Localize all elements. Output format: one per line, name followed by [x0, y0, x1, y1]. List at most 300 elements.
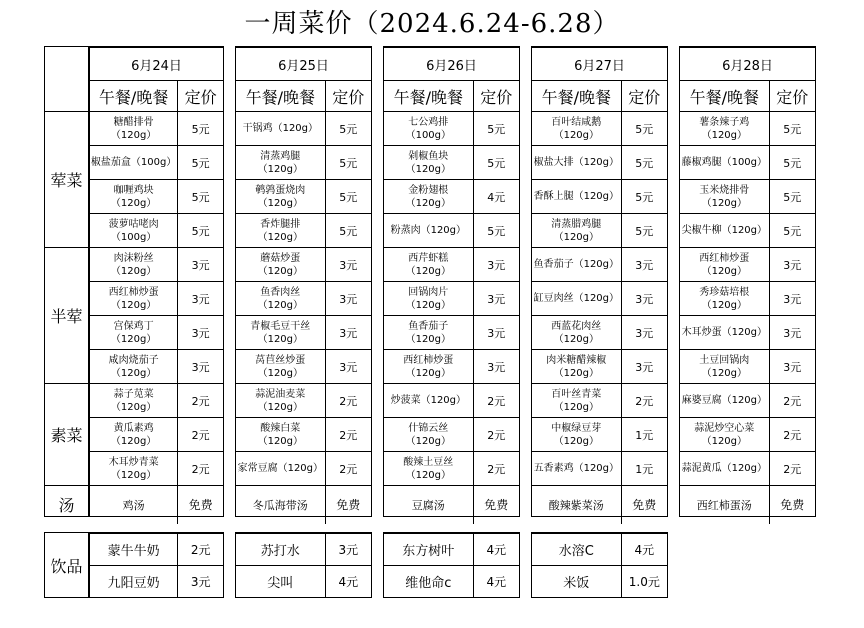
dish-line: （120g） [553, 435, 600, 447]
menu-row [384, 112, 519, 146]
dish-line: （120g） [110, 265, 157, 277]
dish-line: （120g） [110, 129, 157, 141]
drink-row [90, 534, 223, 566]
dish-line: 西红柿炒蛋 [699, 252, 750, 264]
menu-row [680, 282, 815, 316]
price-header: 定价 [621, 81, 667, 112]
dish-price: 5元 [769, 146, 815, 180]
price-header: 定价 [325, 81, 371, 112]
day-table [383, 46, 520, 517]
drink-row [236, 534, 371, 566]
dish-name [384, 452, 473, 486]
dish-name [384, 180, 473, 214]
dish-line: 莴苣丝炒蛋 [255, 354, 306, 366]
menu-row [680, 316, 815, 350]
dish-line: 鸡汤 [122, 498, 145, 512]
dish-line: 七公鸡排 [408, 116, 449, 128]
dish-price: 5元 [769, 180, 815, 214]
menu-row [384, 316, 519, 350]
dish-line: 麻婆豆腐（120g） [681, 395, 768, 406]
dish-price: 2元 [178, 452, 223, 486]
dish-line: 鹌鹑蛋烧肉 [255, 184, 306, 196]
drink-row [90, 566, 223, 597]
dish-line: （120g） [257, 435, 304, 447]
dish-name [90, 112, 178, 146]
dish-price: 免费 [325, 486, 371, 524]
dish-name [384, 316, 473, 350]
menu-row [680, 350, 815, 384]
menu-row [90, 486, 223, 524]
dish-line: 回锅肉片 [408, 286, 449, 298]
menu-row [236, 418, 371, 452]
soup-name [384, 486, 473, 524]
dish-line: （120g） [110, 333, 157, 345]
dish-line: 百叶结咸鹅 [551, 116, 602, 128]
drink-price: 2元 [178, 534, 223, 566]
menu-row [680, 384, 815, 418]
drinks-label-box [44, 532, 89, 598]
dish-price: 3元 [178, 350, 223, 384]
menu-row [236, 282, 371, 316]
dish-price: 5元 [178, 146, 223, 180]
dish-line: 炒菠菜（120g） [390, 395, 467, 406]
dish-price: 2元 [769, 452, 815, 486]
dish-price: 3元 [325, 350, 371, 384]
drink-row [532, 566, 667, 597]
dish-price: 免费 [621, 486, 667, 524]
meal-header: 午餐/晚餐 [680, 81, 769, 112]
menu-row [384, 214, 519, 248]
dish-line: 木耳炒青菜 [108, 456, 159, 468]
drink-name: 九阳豆奶 [90, 566, 178, 597]
dish-name [680, 452, 769, 486]
meal-header: 午餐/晚餐 [90, 81, 178, 112]
dish-name [532, 214, 621, 248]
meal-header: 午餐/晚餐 [384, 81, 473, 112]
drink-name: 苏打水 [236, 534, 325, 566]
dish-line: （120g） [553, 231, 600, 243]
dish-price: 2元 [325, 384, 371, 418]
meal-header: 午餐/晚餐 [236, 81, 325, 112]
dish-line: （120g） [405, 163, 452, 175]
dish-price: 3元 [473, 316, 519, 350]
dish-name [532, 350, 621, 384]
menu-row [236, 146, 371, 180]
dish-price: 2元 [473, 384, 519, 418]
dish-line: （120g） [257, 367, 304, 379]
menu-row [532, 384, 667, 418]
dish-price: 5元 [325, 146, 371, 180]
dish-name [236, 316, 325, 350]
menu-row [236, 486, 371, 524]
dish-line: 五香素鸡（120g） [533, 463, 620, 474]
dish-price: 5元 [473, 146, 519, 180]
drink-row [236, 566, 371, 597]
dish-name [680, 316, 769, 350]
menu-row [532, 316, 667, 350]
dish-price: 3元 [473, 350, 519, 384]
category-label: 素菜 [45, 383, 88, 485]
dish-name [90, 418, 178, 452]
dish-line: （100g） [110, 231, 157, 243]
dish-line: 咸肉烧茄子 [108, 354, 159, 366]
dish-line: 鱼香茄子 [408, 320, 449, 332]
menu-row [532, 214, 667, 248]
menu-row [384, 180, 519, 214]
dish-price: 1元 [621, 418, 667, 452]
dish-line: 薯条辣子鸡 [699, 116, 750, 128]
dish-line: （120g） [405, 333, 452, 345]
dish-line: （120g） [553, 367, 600, 379]
corner-cell [45, 47, 88, 111]
dish-price: 3元 [178, 282, 223, 316]
dish-price: 免费 [769, 486, 815, 524]
dish-price: 3元 [178, 316, 223, 350]
drink-name: 维他命c [384, 566, 473, 597]
dish-line: （120g） [257, 299, 304, 311]
drink-group [89, 532, 224, 598]
dish-name [236, 248, 325, 282]
dish-price: 5元 [178, 112, 223, 146]
category-label: 半荤 [45, 247, 88, 383]
dish-price: 2元 [769, 418, 815, 452]
dish-price: 5元 [325, 214, 371, 248]
dish-price: 2元 [325, 418, 371, 452]
dish-line: 蒜泥油麦菜 [255, 388, 306, 400]
dish-line: （120g） [553, 129, 600, 141]
dish-line: 香酥上腿（120g） [533, 191, 620, 202]
dish-name [236, 146, 325, 180]
dish-name [680, 418, 769, 452]
menu-row [532, 248, 667, 282]
soup-name [236, 486, 325, 524]
dish-name [680, 384, 769, 418]
dish-line: （120g） [257, 265, 304, 277]
dish-price: 5元 [621, 146, 667, 180]
dish-name [90, 316, 178, 350]
dish-line: 椒盐大排（120g） [533, 157, 620, 168]
dish-name [384, 248, 473, 282]
dish-line: （120g） [110, 401, 157, 413]
dish-line: 西芹虾糕 [408, 252, 449, 264]
drink-group [235, 532, 372, 598]
dish-name [532, 180, 621, 214]
dish-line: 糖醋排骨 [113, 116, 154, 128]
dish-price: 3元 [325, 316, 371, 350]
dish-line: （120g） [257, 163, 304, 175]
dish-name [236, 180, 325, 214]
dish-price: 3元 [178, 248, 223, 282]
price-header: 定价 [178, 81, 223, 112]
dish-price: 3元 [325, 282, 371, 316]
dish-price: 2元 [473, 418, 519, 452]
dish-name [384, 350, 473, 384]
menu-row [90, 180, 223, 214]
dish-name [680, 248, 769, 282]
dish-line: 缸豆肉丝（120g） [533, 293, 620, 304]
dish-name [384, 146, 473, 180]
menu-row [90, 350, 223, 384]
dish-line: （120g） [405, 435, 452, 447]
drink-name: 米饭 [532, 566, 621, 597]
dish-name [90, 248, 178, 282]
dish-price: 2元 [473, 452, 519, 486]
dish-name [90, 146, 178, 180]
drink-price: 4元 [621, 534, 667, 566]
dish-price: 免费 [473, 486, 519, 524]
dish-price: 2元 [769, 384, 815, 418]
dish-price: 5元 [325, 180, 371, 214]
dish-line: 粉蒸肉（120g） [390, 225, 467, 236]
menu-row [90, 214, 223, 248]
dish-price: 3元 [473, 248, 519, 282]
dish-name [532, 112, 621, 146]
day-date: 6月25日 [236, 48, 371, 81]
dish-line: 西红柿蛋汤 [696, 498, 752, 512]
day-date: 6月24日 [90, 48, 223, 81]
dish-line: 酸辣土豆丝 [403, 456, 454, 468]
dish-name [236, 452, 325, 486]
dish-name [384, 384, 473, 418]
dish-line: （120g） [405, 469, 452, 481]
menu-row [384, 384, 519, 418]
dish-line: （120g） [257, 401, 304, 413]
drink-row [384, 566, 519, 597]
menu-row [532, 146, 667, 180]
menu-row [90, 248, 223, 282]
dish-line: 秀珍菇培根 [699, 286, 750, 298]
menu-row [90, 146, 223, 180]
category-column [44, 46, 89, 517]
dish-price: 5元 [473, 214, 519, 248]
dish-name [236, 384, 325, 418]
dish-line: 金粉翅根 [408, 184, 449, 196]
dish-price: 5元 [178, 214, 223, 248]
day-table [679, 46, 816, 517]
dish-price: 2元 [325, 452, 371, 486]
page-title: 一周菜价（2024.6.24-6.28） [244, 9, 620, 39]
dish-line: 酸辣紫菜汤 [548, 498, 604, 512]
dish-name [680, 282, 769, 316]
dish-price: 3元 [621, 282, 667, 316]
dish-line: 酸辣白菜 [260, 422, 301, 434]
dish-line: （120g） [701, 367, 748, 379]
dish-line: 香炸腿排 [260, 218, 301, 230]
dish-price: 3元 [621, 316, 667, 350]
dish-line: 西蓝花肉丝 [551, 320, 602, 332]
menu-row [532, 180, 667, 214]
meal-header: 午餐/晚餐 [532, 81, 621, 112]
dish-line: 清蒸腊鸡腿 [551, 218, 602, 230]
dish-line: （120g） [405, 265, 452, 277]
dish-line: 西红柿炒蛋 [108, 286, 159, 298]
dish-price: 3元 [473, 282, 519, 316]
dish-name [236, 350, 325, 384]
dish-name [90, 350, 178, 384]
dish-price: 5元 [473, 112, 519, 146]
dish-line: 咖喱鸡块 [113, 184, 154, 196]
menu-row [236, 384, 371, 418]
dish-name [384, 418, 473, 452]
menu-row [384, 248, 519, 282]
dish-line: 青椒毛豆干丝 [250, 320, 311, 332]
menu-row [90, 282, 223, 316]
dish-price: 1元 [621, 452, 667, 486]
dish-line: 豆腐汤 [411, 498, 445, 512]
menu-row [90, 384, 223, 418]
dish-line: 中椒绿豆芽 [551, 422, 602, 434]
menu-row [680, 418, 815, 452]
price-header: 定价 [473, 81, 519, 112]
dish-line: 冬瓜海带汤 [252, 498, 308, 512]
dish-name [532, 452, 621, 486]
soup-name [680, 486, 769, 524]
dish-line: （120g） [701, 197, 748, 209]
dish-price: 5元 [621, 214, 667, 248]
drink-name: 水溶C [532, 534, 621, 566]
menu-row [384, 486, 519, 524]
dish-price: 5元 [769, 214, 815, 248]
dish-line: （120g） [701, 129, 748, 141]
dish-line: 什锦云丝 [408, 422, 449, 434]
dish-line: 西红柿炒蛋 [403, 354, 454, 366]
drink-group [383, 532, 520, 598]
dish-name [236, 282, 325, 316]
dish-line: 干锅鸡（120g） [242, 123, 319, 134]
dish-line: （120g） [701, 435, 748, 447]
menu-row [532, 112, 667, 146]
menu-row [680, 452, 815, 486]
dish-name [680, 350, 769, 384]
menu-row [236, 248, 371, 282]
dish-price: 4元 [473, 180, 519, 214]
menu-row [532, 418, 667, 452]
drink-price: 4元 [325, 566, 371, 597]
dish-name [236, 214, 325, 248]
dish-line: （120g） [553, 333, 600, 345]
day-table [531, 46, 668, 517]
dish-price: 5元 [178, 180, 223, 214]
dish-line: 蒜泥炒空心菜 [694, 422, 755, 434]
dish-line: 鱼香茄子（120g） [533, 259, 620, 270]
dish-name [680, 112, 769, 146]
dish-name [384, 214, 473, 248]
dish-line: （120g） [257, 231, 304, 243]
dish-name [532, 316, 621, 350]
drink-price: 3元 [325, 534, 371, 566]
dish-line: 鱼香肉丝 [260, 286, 301, 298]
dish-price: 5元 [325, 112, 371, 146]
dish-price: 5元 [769, 112, 815, 146]
dish-line: 百叶丝青菜 [551, 388, 602, 400]
soup-name [90, 486, 178, 524]
dish-line: （100g） [405, 129, 452, 141]
menu-row [90, 316, 223, 350]
dish-price: 3元 [769, 282, 815, 316]
dish-line: 清蒸鸡腿 [260, 150, 301, 162]
dish-line: 椒盐茄盒（100g） [90, 157, 177, 168]
dish-line: （120g） [110, 299, 157, 311]
dish-line: （120g） [110, 435, 157, 447]
dish-name [680, 214, 769, 248]
menu-row [236, 350, 371, 384]
category-label: 汤 [45, 485, 88, 523]
dish-price: 5元 [621, 180, 667, 214]
dish-line: 藤椒鸡腿（100g） [681, 157, 768, 168]
day-date: 6月26日 [384, 48, 519, 81]
dish-line: 土豆回锅肉 [699, 354, 750, 366]
dish-name [532, 146, 621, 180]
drinks-label: 饮品 [50, 556, 83, 576]
dish-name [90, 214, 178, 248]
dish-line: （120g） [405, 197, 452, 209]
dish-line: （120g） [110, 469, 157, 481]
dish-line: （120g） [257, 333, 304, 345]
menu-row [532, 282, 667, 316]
dish-line: 肉米糖醋辣椒 [546, 354, 607, 366]
menu-row [90, 112, 223, 146]
menu-row [236, 452, 371, 486]
drink-group [531, 532, 668, 598]
menu-row [384, 350, 519, 384]
menu-row [680, 248, 815, 282]
menu-row [680, 214, 815, 248]
dish-line: 宫保鸡丁 [113, 320, 154, 332]
day-date: 6月28日 [680, 48, 815, 81]
dish-line: （120g） [110, 197, 157, 209]
dish-name [90, 180, 178, 214]
dish-name [532, 418, 621, 452]
dish-price: 3元 [621, 248, 667, 282]
dish-line: 尖椒牛柳（120g） [681, 225, 768, 236]
drink-name: 蒙牛牛奶 [90, 534, 178, 566]
dish-line: 剁椒鱼块 [408, 150, 449, 162]
day-table [235, 46, 372, 517]
category-label: 荤菜 [45, 111, 88, 247]
dish-name [532, 384, 621, 418]
menu-row [680, 112, 815, 146]
dish-name [384, 282, 473, 316]
drink-name: 东方树叶 [384, 534, 473, 566]
dish-price: 3元 [769, 248, 815, 282]
drink-price: 4元 [473, 534, 519, 566]
dish-line: 黄瓜素鸡 [113, 422, 154, 434]
dish-name [236, 112, 325, 146]
dish-price: 3元 [769, 350, 815, 384]
drink-price: 3元 [178, 566, 223, 597]
dish-line: （120g） [701, 299, 748, 311]
dish-name [90, 452, 178, 486]
dish-price: 2元 [178, 384, 223, 418]
dish-price: 3元 [621, 350, 667, 384]
menu-row [680, 146, 815, 180]
day-table [89, 46, 224, 517]
dish-name [236, 418, 325, 452]
drink-row [384, 534, 519, 566]
menu-row [384, 418, 519, 452]
menu-row [680, 180, 815, 214]
menu-row [236, 112, 371, 146]
dish-line: 蘑菇炒蛋 [260, 252, 301, 264]
dish-line: 玉米烧排骨 [699, 184, 750, 196]
menu-row [236, 214, 371, 248]
drink-name: 尖叫 [236, 566, 325, 597]
dish-name [90, 282, 178, 316]
menu-row [532, 486, 667, 524]
menu-row [384, 282, 519, 316]
dish-name [90, 384, 178, 418]
dish-name [680, 180, 769, 214]
